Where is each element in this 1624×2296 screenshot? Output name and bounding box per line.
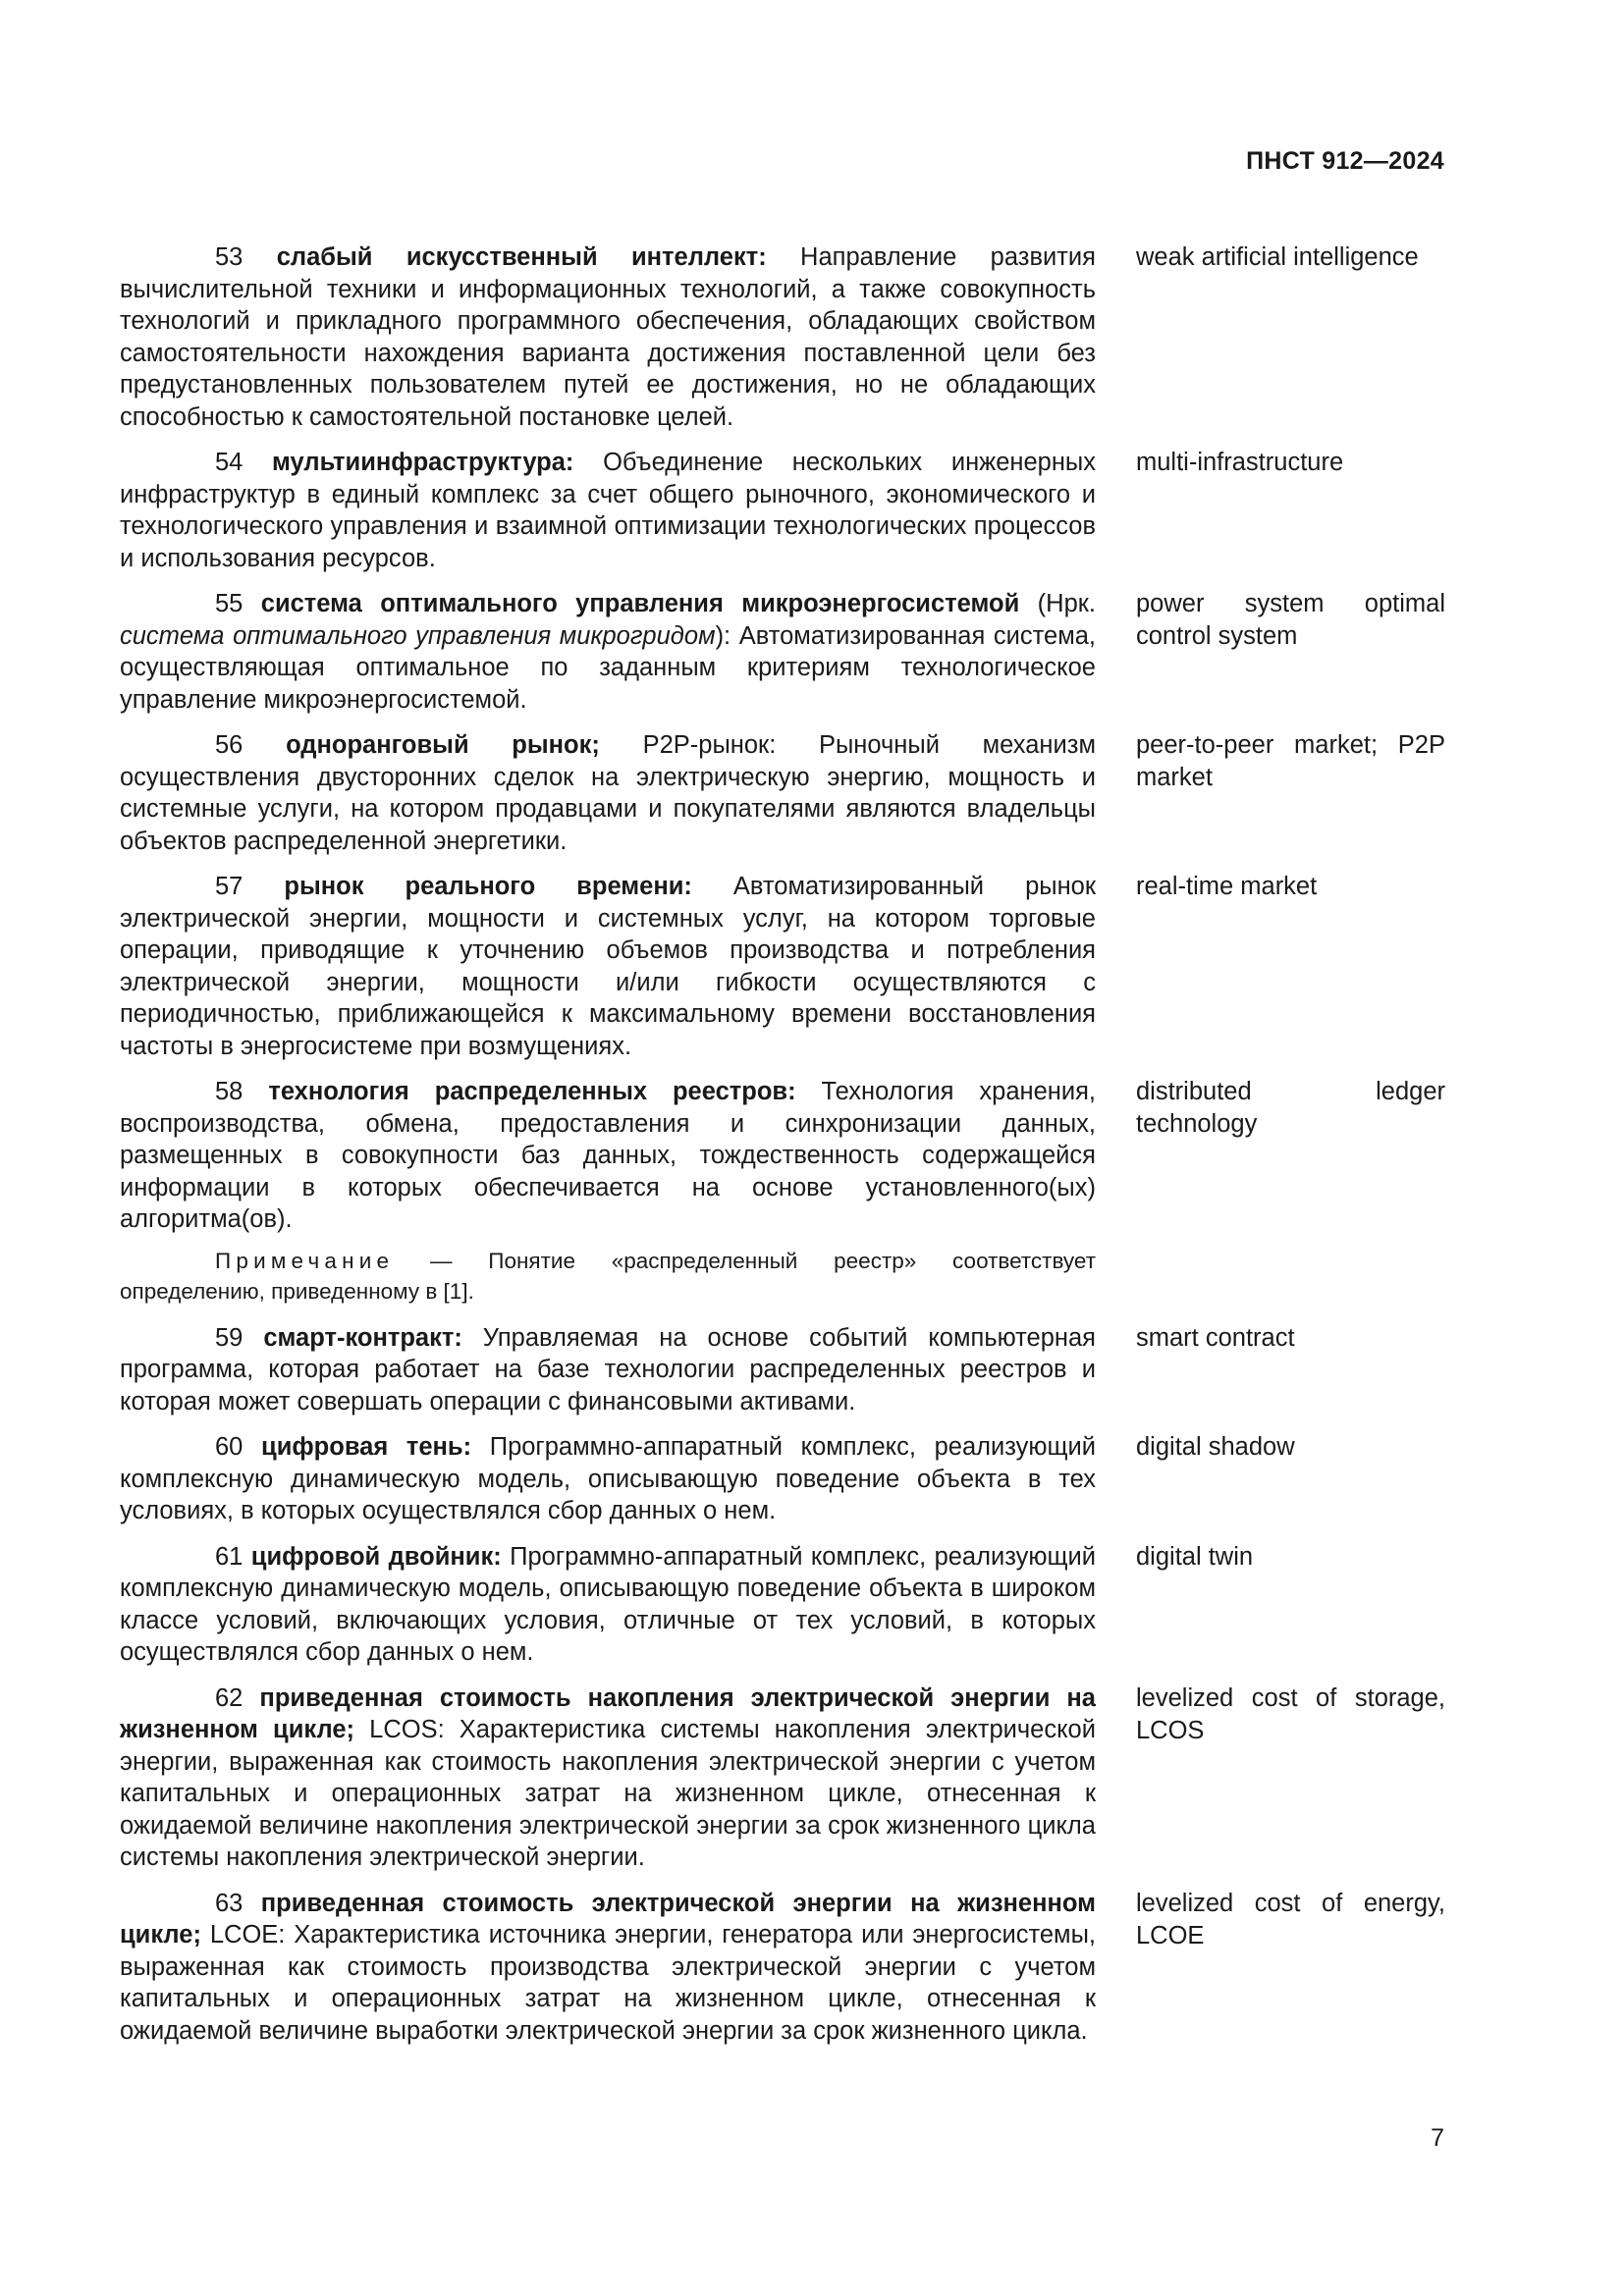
term-entry-59	[120, 1322, 1445, 1418]
term-entry-61	[120, 1541, 1445, 1669]
english-equivalent: digital shadow	[1136, 1433, 1295, 1461]
english-equivalent: smart contract	[1136, 1323, 1295, 1352]
term-definition	[120, 1888, 1096, 2048]
term-definition	[120, 729, 1096, 857]
term-number: 54	[215, 449, 244, 476]
english-equivalent: digital twin	[1136, 1542, 1254, 1571]
term-definition	[120, 1682, 1096, 1874]
term-title: рынок реального времени:	[284, 873, 692, 900]
term-title: приведенная стоимость накопления электрической энергии на жизненном цикле;	[120, 1683, 1096, 1743]
term-entry-58	[120, 1076, 1445, 1236]
standard-designation: ПНСТ 912—2024	[1246, 147, 1444, 175]
english-equivalent: weak artificial intelligence	[1136, 243, 1419, 271]
english-equivalent: power system optimal control system	[1136, 590, 1445, 650]
term-text: Направление развития вычислительной техники и информационных технологий, а также совокупность технологий и прикладного программного обеспечения, обладающих свойством самостоятельности нахождения варианта достижения поставленной цели без предустановленных пользователем путей ее достижения, но не обладающих способностью к самостоятельной постановке целей.	[120, 243, 1096, 431]
term-text: Автоматизированный рынок электрической энергии, мощности и системных услуг, на котором торговые операции, приводящие к уточнению объемов производства и потребления электрической энергии, мощности и/или гибкости осуществляются с периодичностью, приближающейся к максимальному времени восстановления частоты в энергосистеме при возмущениях.	[120, 873, 1096, 1060]
term-text: Технология хранения, воспроизводства, обмена, предоставления и синхронизации данных, размещенных в совокупности баз данных, тождественность содержащейся информации в которых обеспечивается на основе установленного(ых) алгоритма(ов).	[120, 1078, 1096, 1233]
term-definition	[120, 1541, 1096, 1669]
english-equivalent: multi-infrastructure	[1136, 449, 1344, 476]
term-title: одноранговый рынок;	[286, 731, 600, 759]
english-equivalent: real-time market	[1136, 873, 1318, 900]
term-text: Программно-аппаратный комплекс, реализующий комплексную динамическую модель, описывающую поведение объекта в тех условиях, в которых осуществлялся сбор данных о нем.	[120, 1433, 1096, 1524]
term-number: 59	[215, 1323, 244, 1352]
terms-list	[120, 241, 1445, 2060]
note-label: Примечание	[215, 1248, 395, 1273]
term-definition	[120, 1076, 1096, 1236]
term-definition	[120, 871, 1096, 1062]
english-equivalent: levelized cost of energy, LCOE	[1136, 1889, 1445, 1949]
term-number: 61	[215, 1542, 244, 1571]
note-text: — Понятие «распределенный реестр» соответствует определению, приведенному в [1].	[120, 1248, 1096, 1304]
term-title: цифровой двойник:	[250, 1542, 502, 1571]
term-title: система оптимального управления микроэнергосистемой	[260, 590, 1020, 617]
note-58	[120, 1246, 1096, 1307]
term-entry-63	[120, 1888, 1445, 2048]
term-definition	[120, 1431, 1096, 1527]
term-number: 55	[215, 590, 244, 617]
term-number: 53	[215, 243, 244, 271]
term-number: 63	[215, 1889, 244, 1917]
term-number: 58	[215, 1078, 244, 1105]
term-entry-57	[120, 871, 1445, 1062]
term-definition	[120, 447, 1096, 574]
term-title: цифровая тень:	[261, 1433, 472, 1461]
term-definition	[120, 241, 1096, 433]
term-text: Объединение нескольких инженерных инфраструктур в единый комплекс за счет общего рыночного, экономического и технологического управления и взаимной оптимизации технологических процессов и использования ресурсов.	[120, 449, 1096, 572]
term-text: LCOS: Характеристика системы накопления электрической энергии, выраженная как стоимость накопления электрической энергии с учетом капитальных и операционных затрат на жизненном цикле, отнесенная к ожидаемой величине накопления электрической энергии за срок жизненного цикла системы накопления электрической энергии.	[120, 1716, 1096, 1871]
page-number: 7	[1431, 2124, 1444, 2152]
term-entry-60	[120, 1431, 1445, 1527]
term-entry-55	[120, 588, 1445, 716]
term-entry-53	[120, 241, 1445, 433]
term-entry-62	[120, 1682, 1445, 1874]
english-equivalent: distributed ledger technology	[1136, 1078, 1445, 1138]
term-text: Программно-аппаратный комплекс, реализующий комплексную динамическую модель, описывающую поведение объекта в широком классе условий, включающих условия, отличные от тех условий, в которых осуществлялся сбор данных о нем.	[120, 1542, 1096, 1666]
term-text: ): Автоматизированная система, осуществляющая оптимальное по заданным критериям технологическое управление микроэнергосистемой.	[120, 621, 1096, 714]
term-number: 62	[215, 1683, 244, 1712]
term-text: P2P-рынок: Рыночный механизм осуществления двусторонних сделок на электрическую энергию, мощность и системные услуги, на котором продавцами и покупателями являются владельцы объектов распределенной энергетики.	[120, 731, 1096, 855]
term-entry-56	[120, 729, 1445, 857]
term-number: 57	[215, 873, 244, 900]
term-text: LCOE: Характеристика источника энергии, генератора или энергосистемы, выраженная как стоимость производства электрической энергии с учетом капитальных и операционных затрат на жизненном цикле, отнесенная к ожидаемой величине выработки электрической энергии за срок жизненного цикла.	[120, 1921, 1096, 2045]
english-equivalent: levelized cost of storage, LCOS	[1136, 1683, 1445, 1744]
term-definition	[120, 588, 1096, 716]
term-title: технология распределенных реестров:	[268, 1078, 796, 1105]
english-equivalent: peer-to-peer market; P2P market	[1136, 731, 1445, 791]
term-number: 56	[215, 731, 244, 759]
term-definition	[120, 1322, 1096, 1418]
term-pre-note: (Нрк.	[1019, 590, 1096, 617]
term-title: слабый искусственный интеллект:	[276, 243, 767, 271]
term-text: Управляемая на основе событий компьютерная программа, которая работает на базе технологии распределенных реестров и которая может совершать операции с финансовыми активами.	[120, 1323, 1096, 1415]
term-title: приведенная стоимость электрической энергии на жизненном цикле;	[120, 1889, 1096, 1949]
term-deprecated: система оптимального управления микрогридом	[120, 621, 716, 650]
term-title: смарт-контракт:	[263, 1323, 462, 1352]
term-title: мультиинфраструктура:	[272, 449, 574, 476]
term-number: 60	[215, 1433, 244, 1461]
term-entry-54	[120, 447, 1445, 574]
